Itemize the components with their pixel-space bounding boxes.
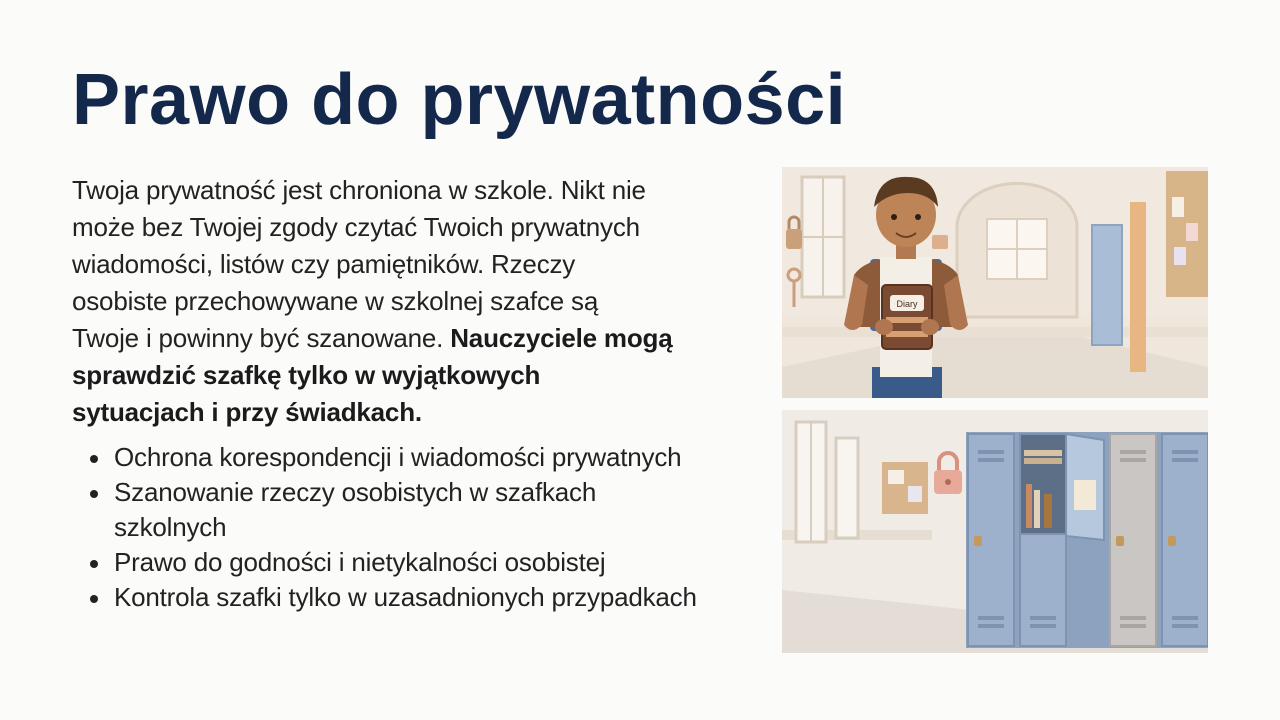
bullet-text: Ochrona korespondencji i wiadomości prywatnych (114, 442, 682, 472)
bullet-text-continued: szkolnych (114, 512, 227, 542)
paragraph-line: może bez Twojej zgody czytać Twoich prywatnych (72, 212, 640, 242)
bullet-text: Prawo do godności i nietykalności osobistej (114, 547, 606, 577)
slide-title: Prawo do prywatności (72, 60, 847, 140)
paragraph-line: osobiste przechowywane w szkolnej szafce są (72, 286, 599, 316)
paragraph-line: wiadomości, listów czy pamiętników. Rzeczy (72, 249, 576, 279)
paragraph-bold-text: Nauczyciele mogą (450, 323, 673, 353)
paragraph-line: Twoja prywatność jest chroniona w szkole. Nikt nie (72, 175, 646, 205)
bullet-item (90, 580, 770, 615)
bullet-text: Kontrola szafki tylko w uzasadnionych przypadkach (114, 582, 697, 612)
locker-icon (966, 432, 1208, 648)
diary-label: Diary (896, 299, 918, 309)
diary-icon (882, 285, 932, 349)
bullet-item (90, 475, 770, 545)
paragraph-text: Twoje i powinny być szanowane. (72, 323, 451, 353)
paragraph-line-mixed (72, 320, 772, 357)
bullet-list (90, 440, 770, 615)
intro-paragraph (72, 172, 772, 431)
bullet-item (90, 545, 770, 580)
bullet-item (90, 440, 770, 475)
paragraph-bold-line: sprawdzić szafkę tylko w wyjątkowych (72, 360, 541, 390)
paragraph-bold-line: sytuacjach i przy świadkach. (72, 397, 422, 427)
bullet-text: Szanowanie rzeczy osobistych w szafkach (114, 477, 597, 507)
illustration-school-lockers (782, 410, 1208, 653)
illustration-boy-with-diary (782, 167, 1208, 398)
